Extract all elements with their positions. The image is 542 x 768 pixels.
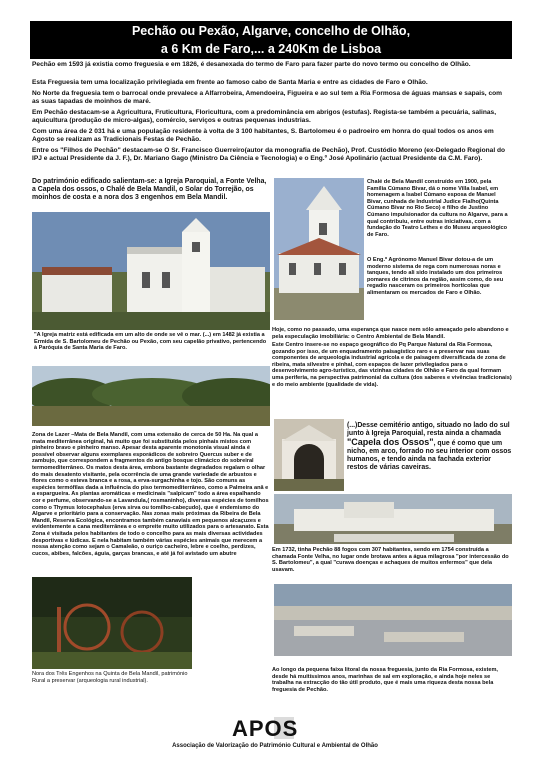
intro-paragraph-3: No Norte da freguesia tem o barrocal onde prevalece a Alfarrobeira, Amendoeira, Figueira e ao sul tem a Ria Formosa de águas mansas e sapais, com as suas tapadas de moinhos de maré. <box>32 90 503 105</box>
nora-caption: Nora dos Três Engenhos na Quinta de Bela Mandil, património Rural a preservar (arqueologia rural industrial). <box>32 671 188 684</box>
igreja-caption: "A Igreja matriz está edificada em um alto de onde se vê o mar. (...) em 1482 já existia a Ermida de S. Bartolomeu de Pechão ou Pexão, com seu capelão privativo, pertencendo à Paróquia de Santa Maria de Faro. <box>34 332 267 352</box>
title-banner <box>30 21 512 59</box>
title-line-1: Pechão ou Pexão, Algarve, concelho de Olhão, <box>131 24 411 38</box>
intro-paragraph-2: Esta Freguesia tem uma localização privilegiada em frente ao famoso cabo de Santa Maria e entre as cidades de Faro e Olhão. <box>32 79 428 86</box>
patrimonio-text: Do património edificado salientam-se: a Igreja Paroquial, a Fonte Velha, a Capela dos ossos, o Chalé de Bela Mandil, o Solar do Torrejão, os moinhos de costa e a nora dos 3 engenhos em Bela Mandil. <box>32 178 267 201</box>
capela-text-b: , que é como que um nicho, em arco, forrado no seu interior com ossos humanos, e tendo ainda na fachada exterior restos de várias caveiras. <box>347 440 512 471</box>
apos-logo <box>230 715 326 741</box>
igreja-photo <box>32 212 270 330</box>
capela-ossos-name: "Capela dos Ossos" <box>347 437 434 447</box>
salinas-photo <box>274 584 512 656</box>
footer-association: Associação de Valorização do Património Cultural e Ambiental de Olhão <box>172 743 378 749</box>
nora-photo <box>32 577 192 669</box>
hoje-text: Hoje, como no passado, uma esperança que nasce nem sólo ameaçado pelo abandono e pela especulação imobiliária: o Centro Ambiental de Bela Mandil. <box>272 327 509 340</box>
capela-ossos-photo <box>274 419 344 491</box>
chale-caption: Chalé de Bela Mandil construído em 1900, pela Família Cúmano Bivar, dá o nome Villa Isabel, em homenagem a Isabel Cúmano esposa de Manuel Bivar, cunhada de Industrial Judice Fialho(Quinta Cúmano Bivar no Rio Seco) e filho de Justino Cúmano impulsionador da cultura no Algarve, para a qual contribuiu, entre outras iniciativas, com a fundação do Teatro Lethes e do Museu arqueológico de Faro. <box>367 179 508 238</box>
capela-ossos-text <box>347 422 512 472</box>
intro-paragraph-4: Em Pechão destacam-se a Agricultura, Fruticultura, Floricultura, com a predominância em abrigos (estufas). Regista-se também a pecuária, salinas, aquicultura (produção de micro-algas), comércio, serviços e outras pequenas industrias. <box>32 109 497 124</box>
intro-paragraph-6: Entre os "Filhos de Pechão" destacam-se O Sr. Francisco Guerreiro(autor da monografia de Pechão), Prof. Custódio Moreno (ex-Delegado Regional do IPJ e actual Presidente da J. F.), Dr. Mariano Gago (Ministro Da Ciência e Tecnologia) e o Eng.º José Apolinário (actual Presidente da C.M. Faro). <box>32 147 506 162</box>
ao-longo-text: Ao longo da pequena faixa litoral da nossa freguesia, junto da Ria Formosa, existem, desde há muitíssimos anos, marinhas de sal em exploração, e ainda hoje neles se trabalha na extracção do tão útil produto, que é mais uma riqueza desta nossa bela freguesia de Pechão. <box>272 667 498 693</box>
title-line-2: a 6 Km de Faro,... a 240Km de Lisboa <box>160 42 382 56</box>
intro-paragraph-5: Com uma área de 2 031 há e uma população residente à volta de 3 100 habitantes, S. Bartolomeu é o padroeiro em honra do qual todos os anos em Agosto se realizam as Tradicionais Festas de Pechão. <box>32 128 494 143</box>
fonte-velha-photo <box>274 494 512 544</box>
logo-text: APOS <box>232 716 299 741</box>
engenheiro-caption: O Eng.º Agrónomo Manuel Bivar dotou-a de um moderno sistema de rega com numerosas noras e tanques, tendo ali sido instalado um dos primeiros pomares de citrinos da região, assim como, do seu regadio nasceram os primeiros hortícolas que alimentaram os mercados de Faro e Olhão. <box>367 257 504 296</box>
intro-paragraph-1: Pechão em 1593 já existia como freguesia e em 1826, é desanexada do termo de Faro para fazer parte do novo termo ou concelho de Olhão. <box>32 61 471 68</box>
centro-ambiental-text: Este Centro insere-se no espaço geográfico do Pq Parque Natural da Ria Formosa, gozando por isso, de um enquadramento paisagístico raro e a preservar nas suas componentes de arqueologia industrial agrícola e de paisagem diversificada de zona de ribeira, mata silvestre e pinhal, com espaços de lazer privilegiados para o desenvolvimento agro-turístico, das vizinhas cidades de Olhão e Faro da qual formam uma periferia, na perspectiva patrimonial da cultura (dos saberes e vivências tradicionais) e do meio ambiente (qualidade de vida). <box>272 342 512 388</box>
capela-text-a: (...)Desse cemitério antigo, situado no lado do sul junto à Igreja Paroquial, resta ainda a chamada <box>347 422 510 437</box>
chale-photo <box>274 178 364 320</box>
mata-photo <box>32 366 270 426</box>
zona-lazer-text: Zona de Lazer –Mata de Bela Mandil, com uma extensão de cerca de 50 Ha. Na qual a mata mediterrânea original, há muito que foi substituída pelos pinhais mistos com pinheiro bravo e pinheiro manso. Apesar desta aparente monotonia visual ainda é possível observar alguns exemplares esporádicos de sobreiro Quercus suber e de zambujo, que correspondem a fragmentos do antigo bosque climácico do sobreiral termomediterrâneo. Os matos desta área, embora bastante degradados regalam o olhar do mais desatento visitante, pela ocorrência de uma grande variedade de arbustos e flores como o esteva branca e a rosa, a erva-surgachinha e tojo. São comuns as espécies termófilas dada a influência do piso termomediterrâneo, como a Palmeira anã e a espargueira. As plantas aromáticas e medicinais "salpicam" todo a área espalhando cor e perfume, observando-se a Lavandula,( rosmaninho), diversas espécies de tomilhos como o Thymus lotocephalus (erva sirva ou tomilho-cabeçudo), que é endemismo do Algarve e prioritário para a conservação. Nas zonas mais próximas da Ribeira de Bela Mandil, Reserva Ecológica, encontramos também canaviais em pequenos alcaçuzes e evidentemente a cana mediterrânea e o empreite muito utilizados para o artesanato. Esta Zona é visitada pelos habitantes de todo o concelho para as mais diversas actividades desportivas e lúdicas. E nela habitam também várias espécies animais que merecem a nossa atenção como sejam o Camaleão, o ouriço cacheiro, lebre e coelho, perdizes, cucos, abibes, falcões, águia, garças brancas, e até já foi avistado um abutre <box>32 432 269 557</box>
em-1732-text: Em 1732, tinha Pechão 88 fogos com 307 habitantes, sendo em 1754 construída a chamada Fonte Velha, no lugar onde brotava antes a água milagrosa "por intercessão do S. Bartolomeu", a qual "curava doenças e achaques de muitos enfermos" que dela usavam. <box>272 547 509 573</box>
